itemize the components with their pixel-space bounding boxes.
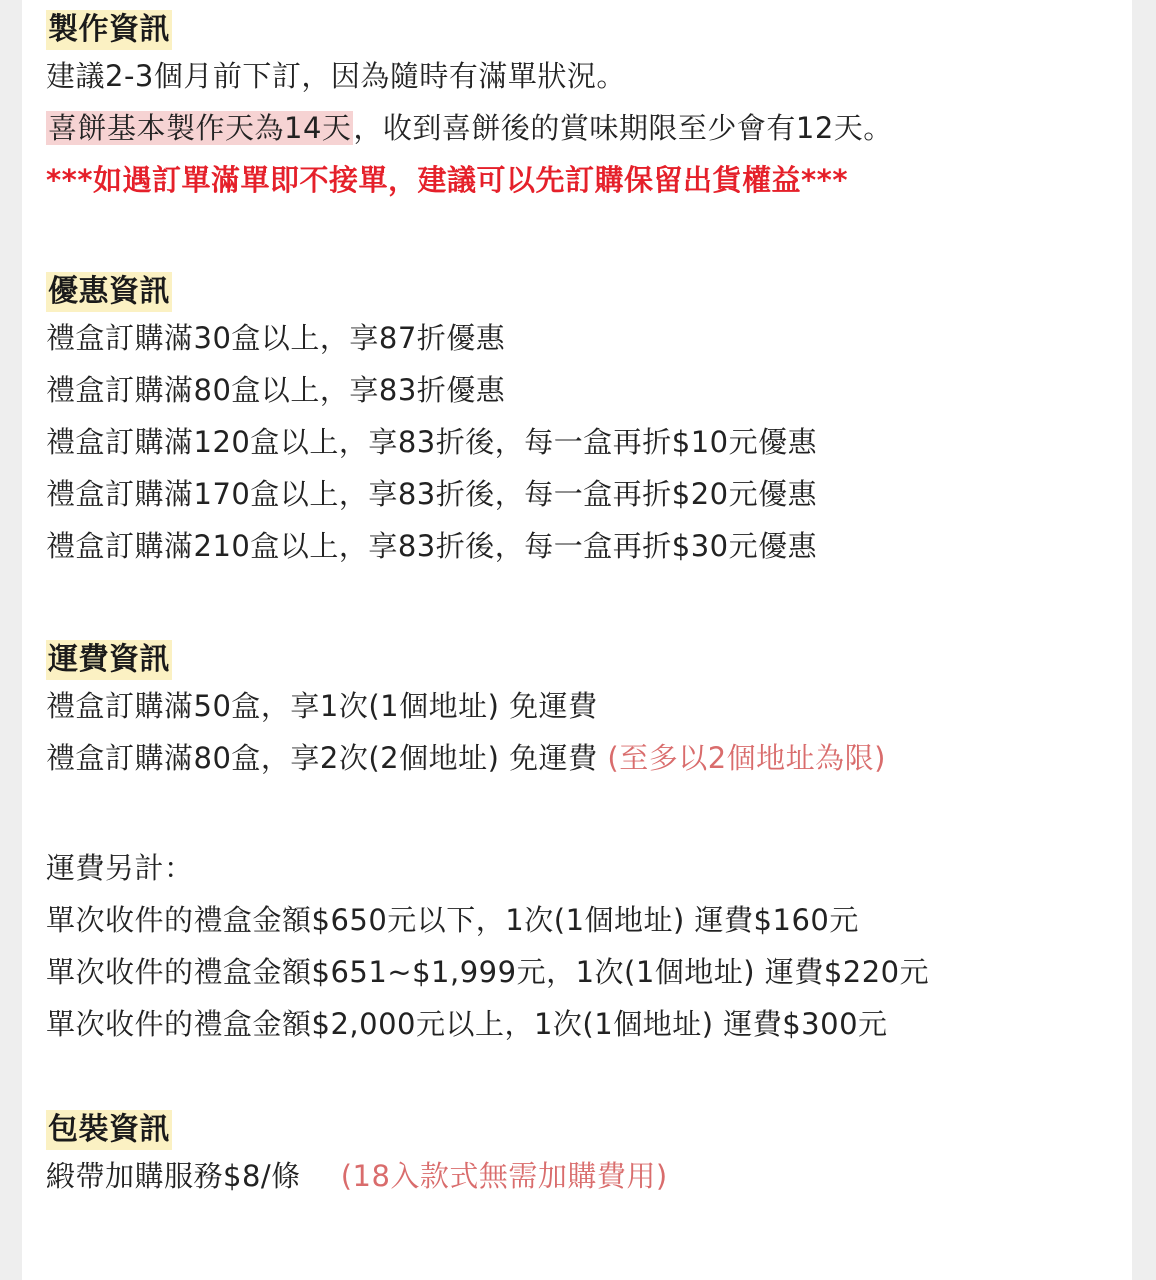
discount-section bbox=[46, 272, 1126, 572]
discount-item: 禮盒訂購滿30盒以上，享87折優惠 bbox=[46, 321, 506, 355]
packaging-heading: 包裝資訊 bbox=[46, 1110, 172, 1150]
packaging-ribbon-note: (18入款式無需加購費用) bbox=[340, 1159, 668, 1193]
document-page bbox=[22, 0, 1132, 1280]
shipping-section bbox=[46, 640, 1126, 784]
shipping-extra-item: 單次收件的禮盒金額$651~$1,999元，1次(1個地址) 運費$220元 bbox=[46, 955, 930, 989]
discount-item: 禮盒訂購滿80盒以上，享83折優惠 bbox=[46, 373, 506, 407]
shipping-free-2-note: (至多以2個地址為限) bbox=[607, 741, 886, 775]
production-warning: ***如遇訂單滿單即不接單，建議可以先訂購保留出貨權益*** bbox=[46, 163, 848, 197]
production-line-1: 建議2-3個月前下訂，因為隨時有滿單狀況。 bbox=[46, 59, 626, 93]
production-line-2 bbox=[46, 102, 1126, 154]
shipping-extra-item: 單次收件的禮盒金額$650元以下，1次(1個地址) 運費$160元 bbox=[46, 903, 859, 937]
shipping-extra-item: 單次收件的禮盒金額$2,000元以上，1次(1個地址) 運費$300元 bbox=[46, 1007, 888, 1041]
production-days-highlight: 喜餅基本製作天為14天 bbox=[48, 111, 352, 145]
discount-item: 禮盒訂購滿120盒以上，享83折後，每一盒再折$10元優惠 bbox=[46, 425, 818, 459]
shipping-extra-section bbox=[46, 842, 1126, 1050]
production-section bbox=[46, 10, 1126, 206]
shipping-free-2 bbox=[46, 732, 1126, 784]
discount-item: 禮盒訂購滿210盒以上，享83折後，每一盒再折$30元優惠 bbox=[46, 529, 818, 563]
packaging-ribbon-text: 緞帶加購服務$8/條 bbox=[46, 1159, 301, 1193]
discount-heading: 優惠資訊 bbox=[46, 272, 172, 312]
shipping-heading: 運費資訊 bbox=[46, 640, 172, 680]
shipping-free-1: 禮盒訂購滿50盒，享1次(1個地址) 免運費 bbox=[46, 689, 598, 723]
production-heading: 製作資訊 bbox=[46, 10, 172, 50]
discount-item: 禮盒訂購滿170盒以上，享83折後，每一盒再折$20元優惠 bbox=[46, 477, 818, 511]
packaging-section bbox=[46, 1110, 1126, 1202]
shipping-free-2-text: 禮盒訂購滿80盒，享2次(2個地址) 免運費 bbox=[46, 741, 598, 775]
production-line-2-rest: ，收到喜餅後的賞味期限至少會有12天。 bbox=[353, 111, 893, 145]
shipping-extra-label: 運費另計： bbox=[46, 851, 194, 885]
packaging-ribbon bbox=[46, 1150, 1126, 1202]
